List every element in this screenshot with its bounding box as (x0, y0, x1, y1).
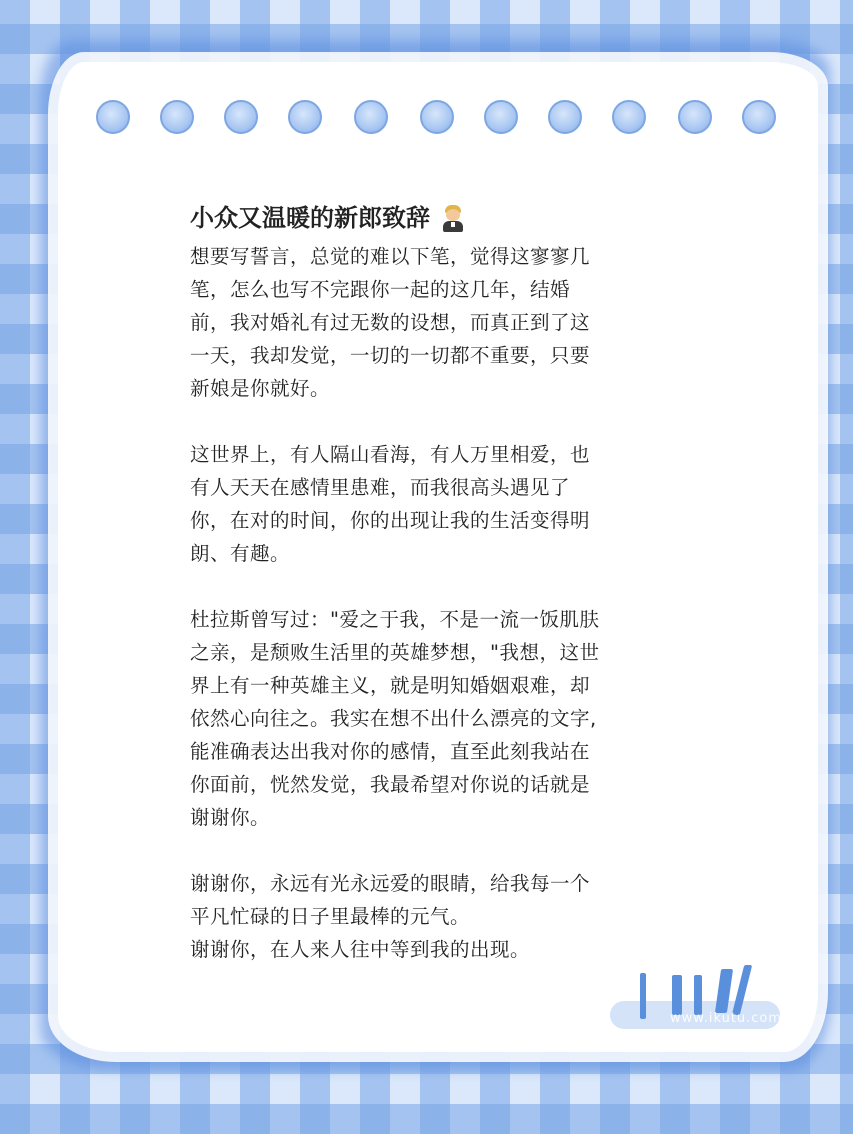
binder-ring-icon (354, 100, 388, 134)
text-line: 能准确表达出我对你的感情，直至此刻我站在 (190, 740, 591, 763)
binder-ring-icon (160, 100, 194, 134)
binder-ring-icon (224, 100, 258, 134)
watermark (610, 965, 790, 1040)
text-line: 之亲，是颓败生活里的英雄梦想，"我想，这世 (190, 641, 600, 664)
text-line: 有人天天在感情里患难，而我很高头遇见了 (190, 476, 571, 499)
text-line: 依然心向往之。我实在想不出什么漂亮的文字, (190, 707, 597, 730)
text-line: 笔，怎么也写不完跟你一起的这几年，结婚 (190, 278, 571, 301)
text-line: 谢谢你，永远有光永远爱的眼睛，给我每一个 (190, 872, 591, 895)
page-title (190, 200, 660, 236)
paragraph-duras (190, 603, 660, 834)
speech-content (190, 200, 660, 999)
text-line: 谢谢你，在人来人往中等到我的出现。 (190, 938, 531, 961)
text-line: 一天，我却发觉，一切的一切都不重要，只要 (190, 344, 591, 367)
binder-ring-icon (288, 100, 322, 134)
text-line: 你面前，恍然发觉，我最希望对你说的话就是 (190, 773, 591, 796)
text-line: 新娘是你就好。 (190, 377, 331, 400)
paragraph-thanks (190, 867, 660, 966)
binder-ring-icon (484, 100, 518, 134)
paragraph-meeting (190, 438, 660, 570)
paragraph-vows (190, 240, 660, 405)
groom-emoji-icon (440, 203, 466, 233)
text-line: 谢谢你。 (190, 806, 271, 829)
text-line: 朗、有趣。 (190, 542, 291, 565)
binder-ring-icon (678, 100, 712, 134)
binder-ring-icon (742, 100, 776, 134)
brush-logo-icon (640, 973, 646, 1019)
text-line: 界上有一种英雄主义，就是明知婚姻艰难，却 (190, 674, 591, 697)
text-line: 这世界上，有人隔山看海，有人万里相爱，也 (190, 443, 591, 466)
binder-ring-icon (96, 100, 130, 134)
text-line: 前，我对婚礼有过无数的设想，而真正到了这 (190, 311, 591, 334)
brush-logo-icon (694, 975, 702, 1015)
text-line: 平凡忙碌的日子里最棒的元气。 (190, 905, 471, 928)
binder-ring-icon (612, 100, 646, 134)
text-line: 你，在对的时间，你的出现让我的生活变得明 (190, 509, 591, 532)
brush-logo-icon (672, 975, 682, 1015)
binder-rings (92, 100, 792, 140)
text-line: 杜拉斯曾写过："爱之于我，不是一流一饭肌肤 (190, 608, 600, 631)
text-line: 想要写誓言，总觉的难以下笔，觉得这寥寥几 (190, 245, 591, 268)
binder-ring-icon (420, 100, 454, 134)
binder-ring-icon (548, 100, 582, 134)
watermark-text: www.ikutu.com (670, 1011, 783, 1026)
title-text: 小众又温暖的新郎致辞 (190, 204, 430, 232)
